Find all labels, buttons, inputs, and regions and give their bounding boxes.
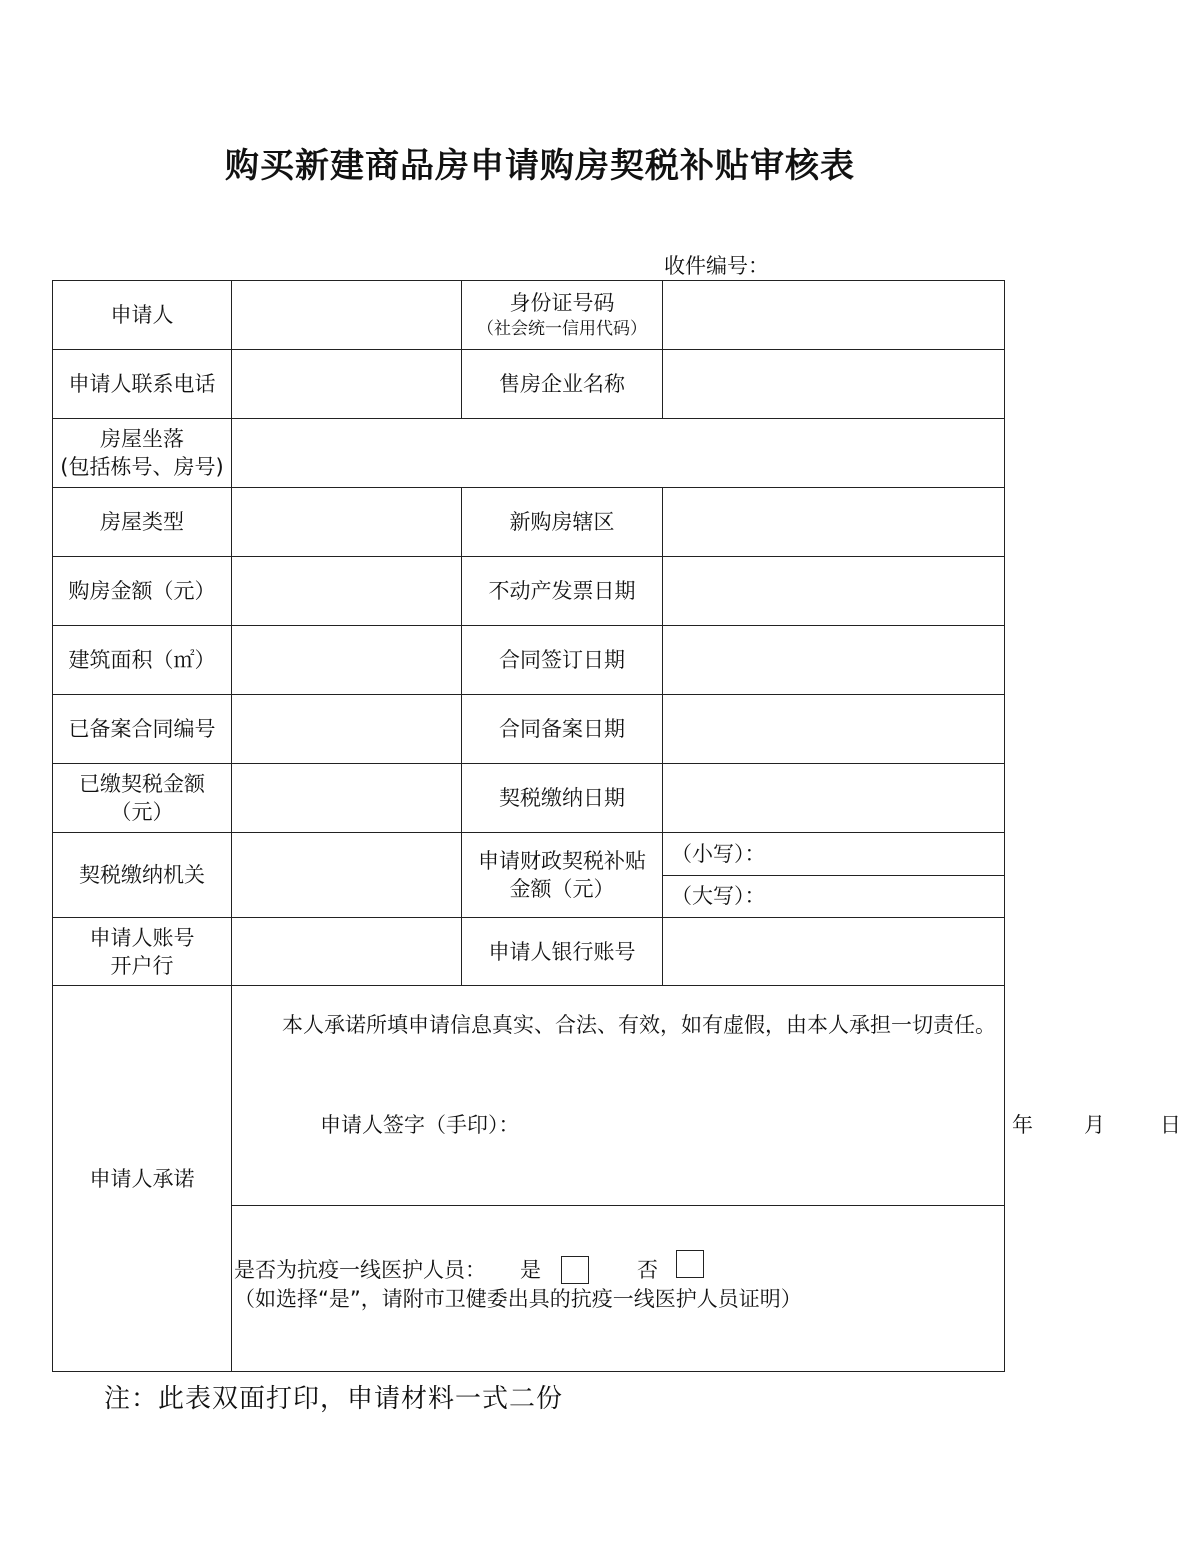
frontline-medic-note: （如选择“是”，请附市卫健委出具的抗疫一线医护人员证明）	[234, 1287, 802, 1311]
yes-checkbox[interactable]	[561, 1256, 589, 1284]
footer-note: 注：此表双面打印，申请材料一式二份	[104, 1384, 564, 1414]
amount-upper-label: （大写）：	[671, 884, 766, 909]
deed-tax-pay-date-label: 契税缴纳日期	[462, 764, 663, 833]
seller-name-field[interactable]	[663, 350, 1005, 419]
deed-tax-office-field[interactable]	[232, 833, 462, 918]
house-location-field[interactable]	[232, 419, 1005, 488]
date-month-label: 月	[1084, 1113, 1105, 1137]
account-bank-label-text: 申请人账号	[89, 925, 195, 950]
contract-filing-date-label: 合同备案日期	[462, 695, 663, 764]
subsidy-amount-label	[462, 833, 663, 918]
account-bank-label	[53, 918, 232, 986]
house-location-label	[53, 419, 232, 488]
deed-tax-paid-unit: （元）	[110, 800, 174, 824]
contract-filing-date-field[interactable]	[663, 695, 1005, 764]
contract-number-label: 已备案合同编号	[53, 695, 232, 764]
yes-label: 是	[520, 1258, 541, 1282]
subsidy-amount-unit: 金额（元）	[509, 877, 615, 901]
pledge-text: 本人承诺所填申请信息真实、合法、有效，如有虚假，由本人承担一切责任。	[282, 1013, 996, 1037]
date-day-label: 日	[1160, 1113, 1181, 1137]
house-location-label-text: 房屋坐落	[100, 427, 184, 451]
frontline-medic-question: 是否为抗疫一线医护人员：	[234, 1258, 486, 1282]
invoice-date-field[interactable]	[663, 557, 1005, 626]
house-type-label: 房屋类型	[53, 488, 232, 557]
applicant-label: 申请人	[53, 281, 232, 350]
bank-account-field[interactable]	[663, 918, 1005, 986]
id-number-label	[462, 281, 663, 350]
no-label: 否	[637, 1258, 658, 1282]
no-checkbox[interactable]	[676, 1250, 704, 1278]
amount-lower-label: （小写）：	[671, 841, 766, 866]
purchase-amount-field[interactable]	[232, 557, 462, 626]
bank-account-label: 申请人银行账号	[462, 918, 663, 986]
pledge-section	[232, 986, 1181, 1206]
pledge-label: 申请人承诺	[53, 986, 232, 1372]
contract-sign-date-label: 合同签订日期	[462, 626, 663, 695]
applicant-phone-label: 申请人联系电话	[53, 350, 232, 419]
building-area-label: 建筑面积（㎡）	[53, 626, 232, 695]
signature-label: 申请人签字（手印）：	[320, 1113, 520, 1137]
account-bank-field[interactable]	[232, 918, 462, 986]
house-location-sublabel: (包括栋号、房号)	[60, 455, 224, 479]
invoice-date-label: 不动产发票日期	[462, 557, 663, 626]
frontline-medic-section	[232, 1206, 1005, 1372]
deed-tax-paid-label-text: 已缴契税金额	[79, 772, 205, 796]
new-house-district-field[interactable]	[663, 488, 1005, 557]
deed-tax-paid-field[interactable]	[232, 764, 462, 833]
date-year-label: 年	[1012, 1113, 1033, 1137]
signature-row	[232, 1097, 1181, 1157]
new-house-district-label: 新购房辖区	[462, 488, 663, 557]
contract-number-field[interactable]	[232, 695, 462, 764]
form-title: 购买新建商品房申请购房契税补贴审核表	[225, 146, 855, 186]
deed-tax-paid-label	[53, 764, 232, 833]
amount-lower-field[interactable]	[663, 833, 1004, 876]
id-number-sublabel: （社会统一信用代码）	[477, 319, 647, 339]
id-number-field[interactable]	[663, 281, 1005, 350]
receipt-number-label: 收件编号：	[664, 254, 769, 278]
application-form-table	[52, 280, 1181, 1372]
account-bank-sublabel: 开户行	[110, 953, 174, 978]
building-area-field[interactable]	[232, 626, 462, 695]
deed-tax-pay-date-field[interactable]	[663, 764, 1005, 833]
contract-sign-date-field[interactable]	[663, 626, 1005, 695]
frontline-medic-question-row	[232, 1206, 1004, 1284]
subsidy-amount-label-text: 申请财政契税补贴	[478, 849, 646, 873]
applicant-field[interactable]	[232, 281, 462, 350]
seller-name-label: 售房企业名称	[462, 350, 663, 419]
applicant-phone-field[interactable]	[232, 350, 462, 419]
purchase-amount-label: 购房金额（元）	[53, 557, 232, 626]
house-type-field[interactable]	[232, 488, 462, 557]
deed-tax-office-label: 契税缴纳机关	[53, 833, 232, 918]
amount-upper-field[interactable]	[663, 876, 1004, 918]
id-number-label-text: 身份证号码	[509, 291, 615, 315]
subsidy-amount-cell	[663, 833, 1005, 918]
